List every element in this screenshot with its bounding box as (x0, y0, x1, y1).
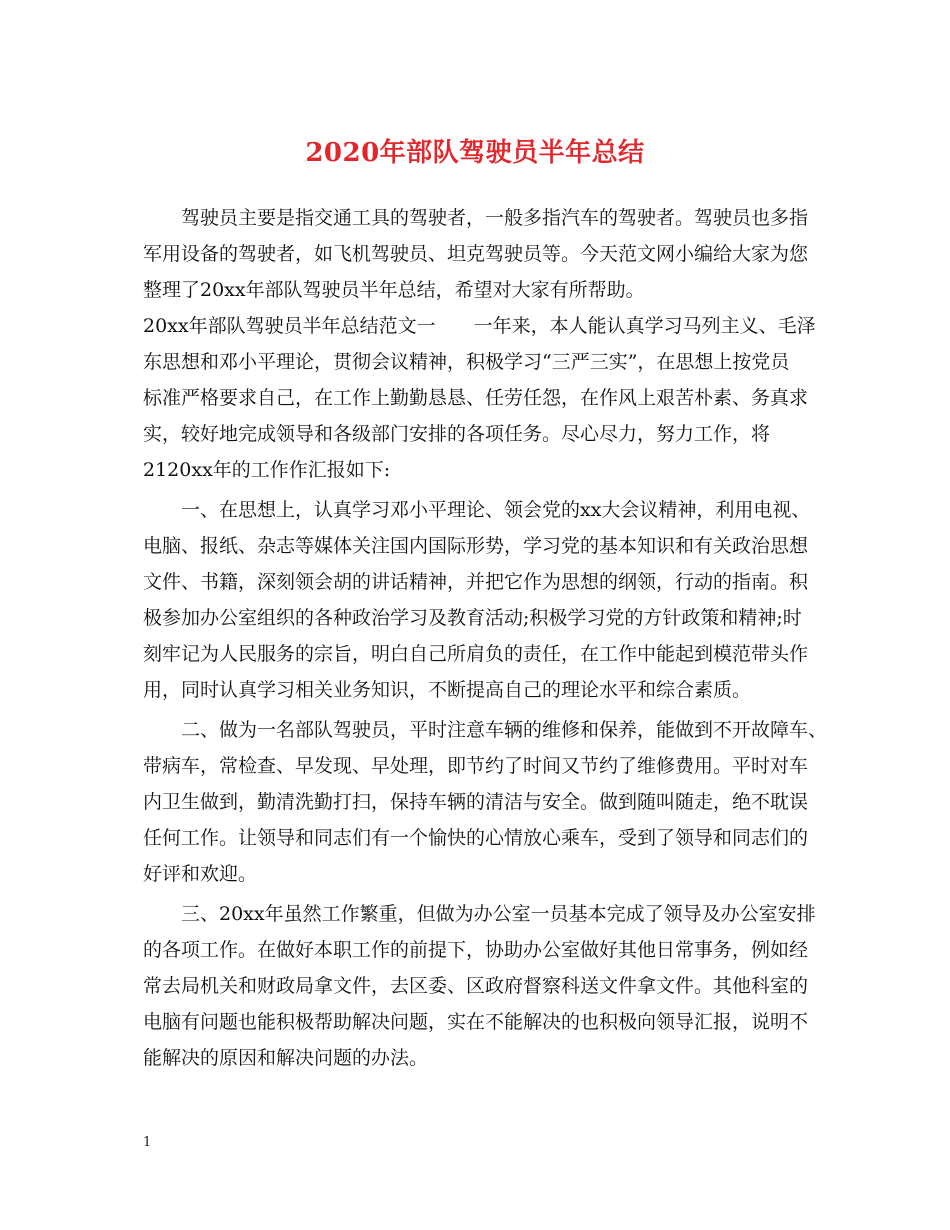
paragraph-line: 一、在思想上，认真学习邓小平理论、领会党的xx大会议精神，利用电视、 (181, 499, 811, 521)
paragraph-line: 东思想和邓小平理论，贯彻会议精神，积极学习“三严三实”，在思想上按党员 (143, 351, 790, 373)
paragraph-line: 带病车，常检查、早发现、早处理，即节约了时间又节约了维修费用。平时对车 (143, 755, 809, 777)
paragraph-line: 军用设备的驾驶者，如飞机驾驶员、坦克驾驶员等。今天范文网小编给大家为您 (143, 243, 809, 265)
paragraph-line: 二、做为一名部队驾驶员，平时注意车辆的维修和保养，能做到不开故障车、 (181, 719, 828, 741)
paragraph-line: 电脑有问题也能积极帮助解决问题，实在不能解决的也积极向领导汇报，说明不 (143, 1011, 809, 1033)
paragraph-line: 文件、书籍，深刻领会胡的讲话精神，并把它作为思想的纲领，行动的指南。积 (143, 571, 809, 593)
paragraph-line: 的各项工作。在做好本职工作的前提下，协助办公室做好其他日常事务，例如经 (143, 939, 809, 961)
paragraph-line: 极参加办公室组织的各种政治学习及教育活动;积极学习党的方针政策和精神;时 (143, 607, 802, 629)
paragraph-line: 三、20xx年虽然工作繁重，但做为办公室一员基本完成了领导及办公室安排 (181, 903, 816, 925)
paragraph-line: 标准严格要求自己，在工作上勤勤恳恳、任劳任怨，在作风上艰苦朴素、务真求 (143, 387, 809, 409)
paragraph-line: 电脑、报纸、杂志等媒体关注国内国际形势，学习党的基本知识和有关政治思想 (143, 535, 809, 557)
paragraph-line: 20xx年部队驾驶员半年总结范文一 一年来，本人能认真学习马列主义、毛泽 (143, 315, 816, 337)
paragraph-line: 能解决的原因和解决问题的办法。 (143, 1047, 429, 1069)
paragraph-line: 用，同时认真学习相关业务知识，不断提高自己的理论水平和综合素质。 (143, 679, 752, 701)
paragraph-line: 内卫生做到，勤清洗勤打扫，保持车辆的清洁与安全。做到随叫随走，绝不耽误 (143, 791, 809, 813)
paragraph-line: 任何工作。让领导和同志们有一个愉快的心情放心乘车，受到了领导和同志们的 (143, 827, 809, 849)
paragraph-line: 实，较好地完成领导和各级部门安排的各项任务。尽心尽力，努力工作，将 (143, 423, 771, 445)
page-number: 1 (143, 1135, 152, 1150)
paragraph-line: 好评和欢迎。 (143, 863, 258, 885)
paragraph-line: 刻牢记为人民服务的宗旨，明白自己所肩负的责任，在工作中能起到模范带头作 (143, 643, 809, 665)
paragraph-line: 整理了20xx年部队驾驶员半年总结，希望对大家有所帮助。 (143, 279, 645, 301)
document-title: 2020年部队驾驶员半年总结 (305, 138, 645, 168)
paragraph-line: 2120xx年的工作作汇报如下: (143, 459, 391, 481)
paragraph-line: 驾驶员主要是指交通工具的驾驶者，一般多指汽车的驾驶者。驾驶员也多指 (181, 207, 809, 229)
paragraph-line: 常去局机关和财政局拿文件，去区委、区政府督察科送文件拿文件。其他科室的 (143, 975, 809, 997)
